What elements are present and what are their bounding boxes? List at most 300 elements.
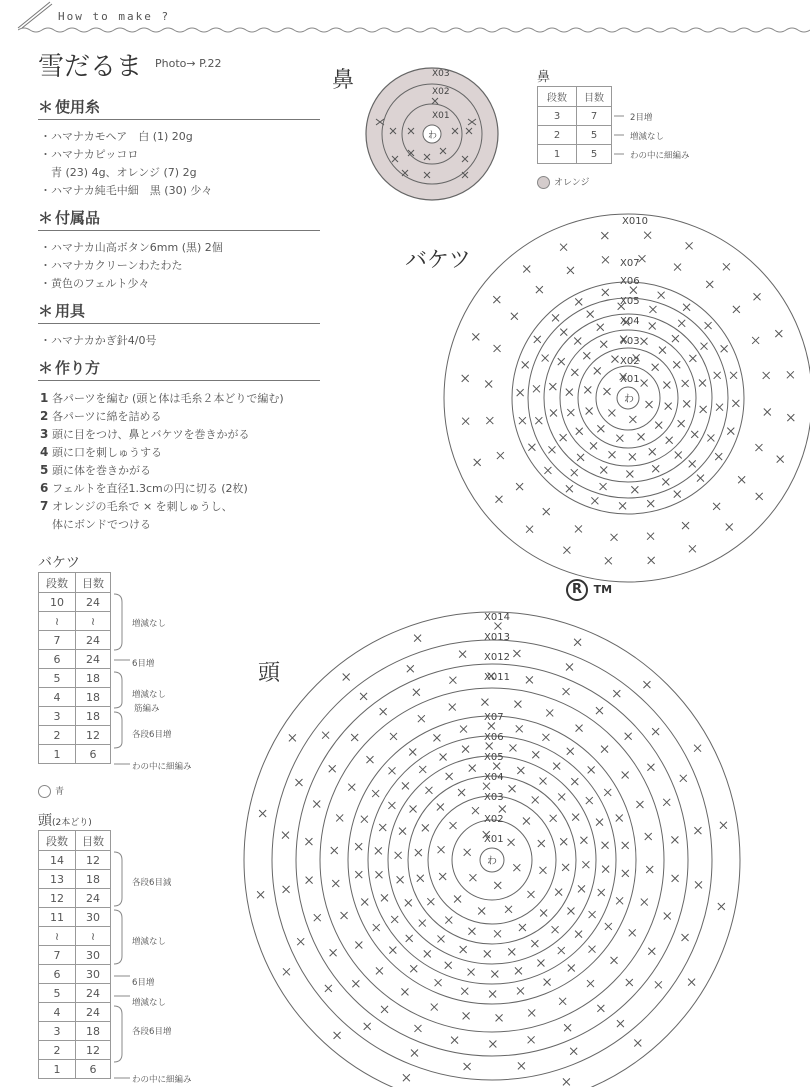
stitch-mark xyxy=(604,789,611,796)
stitch-mark xyxy=(583,352,590,359)
stitch-mark xyxy=(596,707,603,714)
round-label: X06 xyxy=(484,732,504,743)
pencil-icon xyxy=(14,0,54,30)
stitch-mark xyxy=(543,508,550,515)
stitch-mark xyxy=(540,909,547,916)
stitch-mark xyxy=(528,1009,535,1016)
stitch-mark xyxy=(390,733,397,740)
stitch-mark xyxy=(527,891,534,898)
divider xyxy=(38,230,320,231)
round-label: X05 xyxy=(484,752,504,763)
row-note: 増減なし xyxy=(132,619,167,629)
stitch-mark xyxy=(431,1004,438,1011)
stitch-mark xyxy=(410,805,417,812)
stitch-mark xyxy=(464,1063,471,1070)
stitch-mark xyxy=(567,908,574,915)
round-label: X05 xyxy=(620,296,640,307)
stitch-mark xyxy=(509,744,516,751)
stitch-mark xyxy=(574,639,581,646)
divider xyxy=(38,380,320,381)
stitch-mark xyxy=(562,864,569,871)
method-step: 3 頭に目をつけ、鼻とバケツを巻きかがる xyxy=(40,427,250,441)
stitch-mark xyxy=(608,409,615,416)
head-diagram-title: 頭 xyxy=(258,661,281,686)
table-row: 1 6 xyxy=(39,1060,111,1079)
color-indicator: オレンジ xyxy=(537,175,590,189)
stitch-mark xyxy=(519,924,526,931)
stitch-mark xyxy=(445,962,452,969)
stitch-mark xyxy=(361,899,368,906)
stitch-mark xyxy=(652,465,659,472)
list-item: ・ハマナカモヘア 白 (1) 20g xyxy=(40,130,193,143)
stitch-mark xyxy=(532,751,539,758)
stitch-mark xyxy=(446,773,453,780)
stitch-mark xyxy=(348,784,355,791)
stitch-mark xyxy=(329,765,336,772)
stitch-mark xyxy=(689,460,696,467)
color-swatch-icon xyxy=(38,785,51,798)
stitch-mark xyxy=(484,950,491,957)
stitch-mark xyxy=(373,924,380,931)
stitch-mark xyxy=(763,372,770,379)
stitch-mark xyxy=(605,923,612,930)
stitch-mark xyxy=(462,375,469,382)
stitch-mark xyxy=(674,491,681,498)
stitch-mark xyxy=(419,920,426,927)
table-row: ≀ ≀ xyxy=(39,927,111,946)
stitch-mark xyxy=(461,988,468,995)
stitch-mark xyxy=(526,676,533,683)
stitch-mark xyxy=(560,838,567,845)
stitch-mark xyxy=(402,782,409,789)
stitch-mark xyxy=(413,689,420,696)
stitch-mark xyxy=(720,822,727,829)
stitch-mark xyxy=(528,444,535,451)
method-step: 体にボンドでつける xyxy=(52,518,151,531)
table-row: 5 18 xyxy=(39,669,111,688)
stitch-mark xyxy=(567,409,574,416)
stitch-mark xyxy=(596,819,603,826)
stitch-mark xyxy=(694,745,701,752)
stitch-mark xyxy=(638,433,645,440)
stitch-mark xyxy=(576,428,583,435)
stitch-mark xyxy=(546,709,553,716)
table-row: 7 24 xyxy=(39,631,111,650)
stitch-mark xyxy=(775,330,782,337)
list-item: ・ハマナカピッコロ xyxy=(40,148,139,161)
stitch-mark xyxy=(764,408,771,415)
stitch-mark xyxy=(414,1025,421,1032)
list-item: ・ハマナカ純毛中細 黒 (30) 少々 xyxy=(40,184,213,197)
stitch-mark xyxy=(397,876,404,883)
stitch-mark xyxy=(694,827,701,834)
row-note: 増減なし xyxy=(132,998,167,1008)
stitch-mark xyxy=(414,635,421,642)
list-item: ・ハマナカ山高ボタン6mm (黒) 2個 xyxy=(40,241,223,254)
stitch-mark xyxy=(689,545,696,552)
stitch-mark xyxy=(493,763,500,770)
stitch-mark xyxy=(468,969,475,976)
section-heading-tools: ＊ 用具 xyxy=(38,302,86,320)
stitch-mark xyxy=(553,763,560,770)
stitch-mark xyxy=(671,836,678,843)
stitch-mark xyxy=(552,314,559,321)
list-item: ・ハマナカかぎ針4/0号 xyxy=(40,334,157,347)
stitch-mark xyxy=(672,335,679,342)
stitch-mark xyxy=(410,965,417,972)
stitch-mark xyxy=(451,1037,458,1044)
stitch-mark xyxy=(405,899,412,906)
stitch-mark xyxy=(352,980,359,987)
section-heading-accessories: ＊ 付属品 xyxy=(38,209,101,227)
stitch-mark xyxy=(646,401,653,408)
stitch-mark xyxy=(652,364,659,371)
row-note: わの中に細編み xyxy=(132,762,192,772)
stitch-mark xyxy=(566,485,573,492)
row-note: 6目増 xyxy=(132,659,155,669)
stitch-mark xyxy=(575,931,582,938)
round-label: X01 xyxy=(484,834,504,845)
stitch-mark xyxy=(513,650,520,657)
nose-table-title: 鼻 xyxy=(537,70,551,85)
stitch-mark xyxy=(415,849,422,856)
stitch-mark xyxy=(721,345,728,352)
stitch-mark xyxy=(419,766,426,773)
stitch-mark xyxy=(701,343,708,350)
stitch-mark xyxy=(647,764,654,771)
stitch-mark xyxy=(462,418,469,425)
stitch-mark xyxy=(563,688,570,695)
stitch-mark xyxy=(388,767,395,774)
stitch-mark xyxy=(617,1020,624,1027)
stitch-mark xyxy=(485,381,492,388)
stitch-mark xyxy=(644,232,651,239)
stitch-mark xyxy=(454,895,461,902)
stitch-mark xyxy=(602,256,609,263)
stitch-mark xyxy=(630,287,637,294)
stitch-mark xyxy=(406,935,413,942)
stitch-mark xyxy=(643,681,650,688)
round-label: X01 xyxy=(432,111,450,121)
stitch-mark xyxy=(600,483,607,490)
stitch-mark xyxy=(787,414,794,421)
stitch-mark xyxy=(589,946,596,953)
stitch-mark xyxy=(756,493,763,500)
stitch-mark xyxy=(409,748,416,755)
stitch-mark xyxy=(488,723,495,730)
table-row: 14 12 xyxy=(39,851,111,870)
stitch-mark xyxy=(706,281,713,288)
stitch-mark xyxy=(331,847,338,854)
stitch-mark xyxy=(427,898,434,905)
stitch-mark xyxy=(713,503,720,510)
magic-ring-label: わ xyxy=(428,131,438,141)
color-indicator: 青 xyxy=(38,784,64,798)
stitch-mark xyxy=(616,897,623,904)
stitch-mark xyxy=(616,435,623,442)
stitch-mark xyxy=(636,801,643,808)
stitch-mark xyxy=(523,265,530,272)
round-label: X07 xyxy=(484,712,504,723)
stitch-mark xyxy=(645,833,652,840)
stitch-mark xyxy=(542,355,549,362)
round-label: X013 xyxy=(484,632,510,643)
stitch-mark xyxy=(707,434,714,441)
stitch-mark xyxy=(495,496,502,503)
round-label: X07 xyxy=(620,258,640,269)
stitch-mark xyxy=(629,416,636,423)
stitch-mark xyxy=(458,789,465,796)
stitch-mark xyxy=(375,871,382,878)
stitch-mark xyxy=(629,929,636,936)
stitch-mark xyxy=(355,843,362,850)
row-note: 各段6目減 xyxy=(132,878,172,888)
header-decorative-rule xyxy=(18,26,810,34)
stitch-mark xyxy=(366,756,373,763)
stitch-mark xyxy=(537,959,544,966)
stitch-mark xyxy=(418,715,425,722)
stitch-mark xyxy=(314,914,321,921)
round-label: X01 xyxy=(620,374,640,385)
stitch-mark xyxy=(516,483,523,490)
stitch-mark xyxy=(438,846,445,853)
round-label: X03 xyxy=(432,69,450,79)
stitch-mark xyxy=(536,286,543,293)
stitch-mark xyxy=(609,451,616,458)
stitch-mark xyxy=(364,1023,371,1030)
stitch-mark xyxy=(567,748,574,755)
stitch-mark xyxy=(616,814,623,821)
stitch-mark xyxy=(509,785,516,792)
stitch-mark xyxy=(605,557,612,564)
stitch-mark xyxy=(570,1048,577,1055)
stitch-mark xyxy=(388,802,395,809)
stitch-mark xyxy=(508,948,515,955)
stitch-mark xyxy=(665,403,672,410)
stitch-mark xyxy=(714,372,721,379)
stitch-mark xyxy=(499,806,506,813)
stitch-mark xyxy=(550,815,557,822)
stitch-mark xyxy=(680,775,687,782)
round-label: X02 xyxy=(432,87,450,97)
table-row: 7 30 xyxy=(39,946,111,965)
stitch-mark xyxy=(697,475,704,482)
stitch-mark xyxy=(528,1036,535,1043)
row-note: 6目増 xyxy=(132,978,155,988)
stitch-mark xyxy=(664,913,671,920)
table-row: ≀ ≀ xyxy=(39,612,111,631)
stitch-mark xyxy=(733,306,740,313)
stitch-mark xyxy=(678,320,685,327)
stitch-mark xyxy=(626,470,633,477)
stitch-mark xyxy=(519,417,526,424)
stitch-mark xyxy=(652,728,659,735)
round-label: X02 xyxy=(620,356,640,367)
stitch-mark xyxy=(691,431,698,438)
nose-crochet-chart xyxy=(362,64,502,204)
stitch-mark xyxy=(571,469,578,476)
method-step: 1 各パーツを編む (頭と体は毛糸２本どりで編む) xyxy=(40,391,284,405)
stitch-mark xyxy=(683,304,690,311)
stitch-mark xyxy=(516,725,523,732)
stitch-mark xyxy=(526,526,533,533)
stitch-mark xyxy=(597,324,604,331)
row-note: 2目増 xyxy=(630,113,653,123)
stitch-mark xyxy=(564,1024,571,1031)
stitch-mark xyxy=(376,967,383,974)
stitch-mark xyxy=(572,814,579,821)
stitch-mark xyxy=(306,877,313,884)
section-heading-method: ＊ 作り方 xyxy=(38,359,101,377)
round-label: X06 xyxy=(620,276,640,287)
stitch-mark xyxy=(566,663,573,670)
stitch-mark xyxy=(726,524,733,531)
row-note: 筋編み xyxy=(134,704,160,714)
stitch-mark xyxy=(552,926,559,933)
stitch-mark xyxy=(295,779,302,786)
stitch-mark xyxy=(563,547,570,554)
stitch-mark xyxy=(375,847,382,854)
stitch-mark xyxy=(752,337,759,344)
table-row: 11 30 xyxy=(39,908,111,927)
stitch-mark xyxy=(481,699,488,706)
stitch-mark xyxy=(437,804,444,811)
stitch-mark xyxy=(590,442,597,449)
stitch-mark xyxy=(341,912,348,919)
page-header-label: How to make ? xyxy=(58,10,171,23)
stitch-mark xyxy=(649,448,656,455)
nose-table: 段数 目数 3 7 2 5 1 5 xyxy=(537,86,612,164)
stitch-mark xyxy=(305,838,312,845)
stitch-mark xyxy=(360,693,367,700)
row-note: 増減なし xyxy=(132,937,167,947)
stitch-mark xyxy=(648,948,655,955)
stitch-mark xyxy=(566,389,573,396)
stitch-mark xyxy=(297,938,304,945)
stitch-mark xyxy=(622,870,629,877)
table-row: 10 24 xyxy=(39,593,111,612)
stitch-mark xyxy=(602,842,609,849)
stitch-mark xyxy=(523,818,530,825)
bucket-crochet-chart xyxy=(430,210,810,590)
stitch-mark xyxy=(568,965,575,972)
stitch-mark xyxy=(460,946,467,953)
stitch-mark xyxy=(257,891,264,898)
stitch-mark xyxy=(754,293,761,300)
table-row: 12 24 xyxy=(39,889,111,908)
stitch-mark xyxy=(372,790,379,797)
stitch-mark xyxy=(611,957,618,964)
stitch-mark xyxy=(575,298,582,305)
stitch-mark xyxy=(469,874,476,881)
list-item: ・ハマナカクリーンわたわた xyxy=(40,259,183,272)
stitch-mark xyxy=(672,875,679,882)
stitch-mark xyxy=(549,383,556,390)
stitch-mark xyxy=(469,765,476,772)
stitch-mark xyxy=(401,988,408,995)
stitch-mark xyxy=(619,502,626,509)
stitch-mark xyxy=(449,704,456,711)
stitch-mark xyxy=(513,864,520,871)
divider xyxy=(38,323,320,324)
table-row: 2 12 xyxy=(39,726,111,745)
color-swatch-icon xyxy=(537,176,550,189)
divider xyxy=(38,119,320,120)
stitch-mark xyxy=(531,940,538,947)
stitch-mark xyxy=(559,998,566,1005)
stitch-mark xyxy=(700,406,707,413)
table-row: 13 18 xyxy=(39,870,111,889)
stitch-mark xyxy=(440,754,447,761)
stitch-mark xyxy=(655,422,662,429)
stitch-mark xyxy=(622,842,629,849)
stitch-mark xyxy=(582,861,589,868)
stitch-mark xyxy=(594,367,601,374)
stitch-mark xyxy=(715,453,722,460)
stitch-mark xyxy=(450,822,457,829)
stitch-mark xyxy=(634,1040,641,1047)
stitch-mark xyxy=(336,814,343,821)
stitch-mark xyxy=(601,232,608,239)
stitch-mark xyxy=(389,947,396,954)
stitch-mark xyxy=(411,1050,418,1057)
stitch-mark xyxy=(675,452,682,459)
row-note: 各段6目増 xyxy=(132,1027,172,1037)
row-note: 増減なし xyxy=(630,132,665,142)
stitch-mark xyxy=(464,849,471,856)
stitch-mark xyxy=(689,355,696,362)
stitch-mark xyxy=(403,1074,410,1081)
stitch-mark xyxy=(472,807,479,814)
stitch-mark xyxy=(648,557,655,564)
stitch-mark xyxy=(695,881,702,888)
stitch-mark xyxy=(424,950,431,957)
stitch-mark xyxy=(548,446,555,453)
stitch-mark xyxy=(787,371,794,378)
stitch-mark xyxy=(662,478,669,485)
bucket-table-brackets xyxy=(112,592,132,772)
stitch-mark xyxy=(682,522,689,529)
stitch-mark xyxy=(601,746,608,753)
stitch-mark xyxy=(380,708,387,715)
stitch-mark xyxy=(649,306,656,313)
method-step: 4 頭に口を刺しゅうする xyxy=(40,445,162,459)
stitch-mark xyxy=(544,467,551,474)
stitch-mark xyxy=(544,979,551,986)
stitch-mark xyxy=(322,732,329,739)
stitch-mark xyxy=(649,322,656,329)
stitch-mark xyxy=(425,787,432,794)
stitch-mark xyxy=(515,967,522,974)
stitch-mark xyxy=(540,778,547,785)
stitch-mark xyxy=(602,289,609,296)
stitch-mark xyxy=(460,726,467,733)
row-note: 増減なし xyxy=(132,690,167,700)
round-label: X04 xyxy=(484,772,504,783)
head-table-title: 頭(2本どり) xyxy=(38,813,92,829)
stitch-mark xyxy=(625,733,632,740)
head-crochet-chart xyxy=(240,606,750,1087)
stitch-mark xyxy=(646,866,653,873)
stitch-mark xyxy=(449,677,456,684)
method-step: 7 オレンジの毛糸で × を刺しゅうし、 xyxy=(40,499,233,513)
stitch-mark xyxy=(688,979,695,986)
stitch-mark xyxy=(494,623,501,630)
stitch-mark xyxy=(602,866,609,873)
stitch-mark xyxy=(591,497,598,504)
stitch-mark xyxy=(355,871,362,878)
stitch-mark xyxy=(518,1062,525,1069)
